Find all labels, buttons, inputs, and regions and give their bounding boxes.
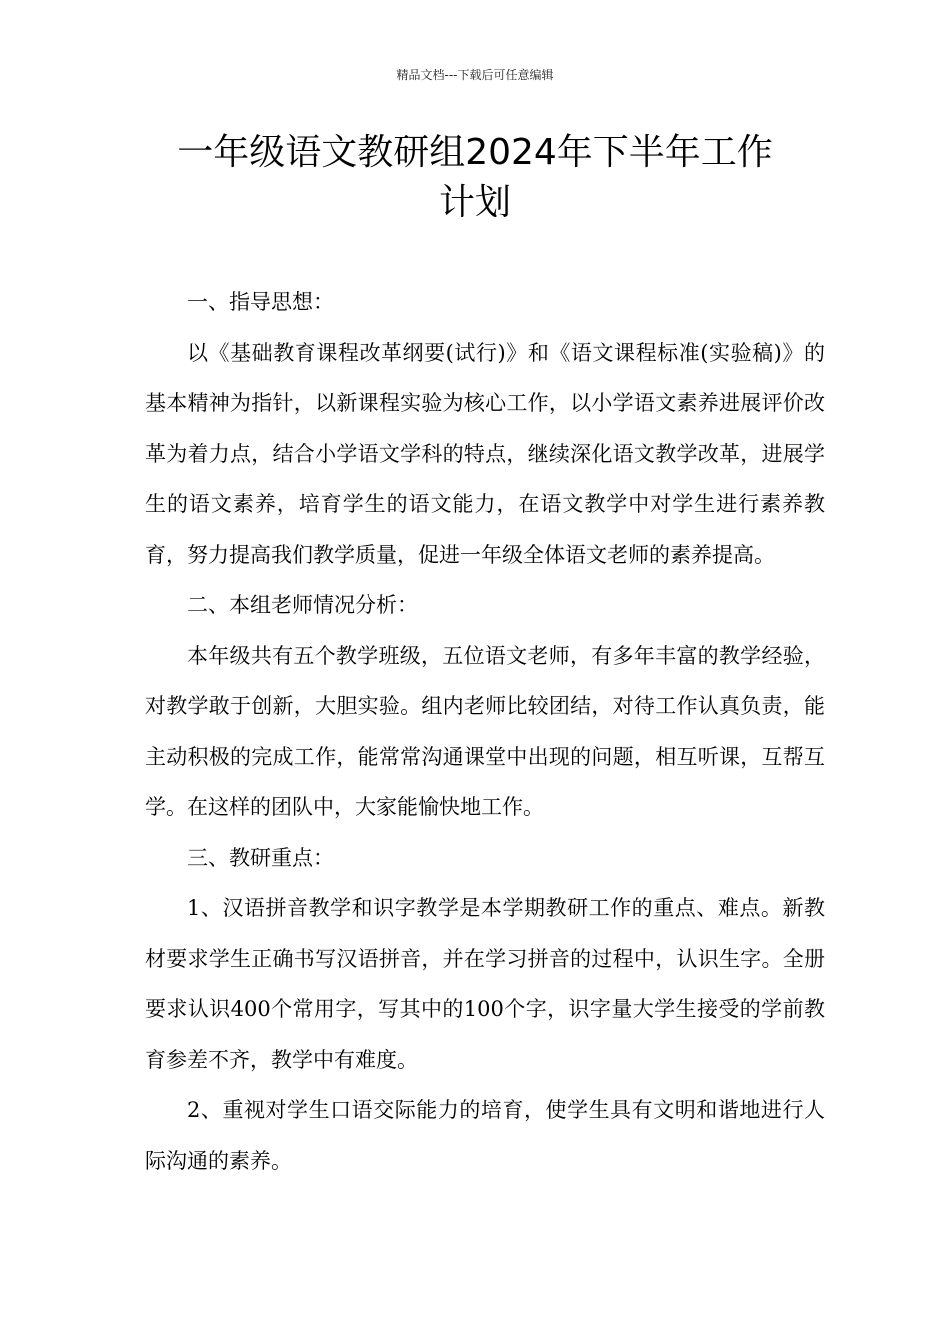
paragraph-teacher-analysis: 本年级共有五个教学班级，五位语文老师，有多年丰富的教学经验，对教学敢于创新，大胆实验。组内老师比较团结，对待工作认真负责，能主动积极的完成工作，能常常沟通课堂中出现的问题，相互听课，互帮互学。在这样的团队中，大家能愉快地工作。 xyxy=(145,643,825,819)
title-line-2: 计划 xyxy=(438,182,511,223)
document-title xyxy=(100,128,850,228)
title-line-1: 一年级语文教研组2024年下半年工作 xyxy=(177,132,773,173)
section-heading-research-focus: 三、教研重点： xyxy=(187,845,334,870)
section-heading-teacher-analysis: 二、本组老师情况分析： xyxy=(187,593,418,617)
document-body xyxy=(145,277,825,1186)
paragraph-guiding-thought: 以《基础教育课程改革纲要(试行)》和《语文课程标准(实验稿)》的基本精神为指针，以新课程实验为核心工作，以小学语文素养进展评价改革为着力点，结合小学语文学科的特点，继续深化语文教学改革，进展学生的语文素养，培育学生的语文能力，在语文教学中对学生进行素养教育，努力提高我们教学质量，促进一年级全体语文老师的素养提高。 xyxy=(145,340,825,567)
paragraph-focus-item-1: 1、汉语拼音教学和识字教学是本学期教研工作的重点、难点。新教材要求学生正确书写汉语拼音，并在学习拼音的过程中，认识生字。全册要求认识400个常用字，写其中的100个字，识字量大学生接受的学前教育参差不齐，教学中有难度。 xyxy=(145,896,825,1072)
section-heading-guiding-thought: 一、指导思想： xyxy=(187,290,334,314)
page-header: 精品文档---下载后可任意编辑 xyxy=(396,68,554,82)
paragraph-focus-item-2: 2、重视对学生口语交际能力的培育，使学生具有文明和谐地进行人际沟通的素养。 xyxy=(145,1098,825,1173)
